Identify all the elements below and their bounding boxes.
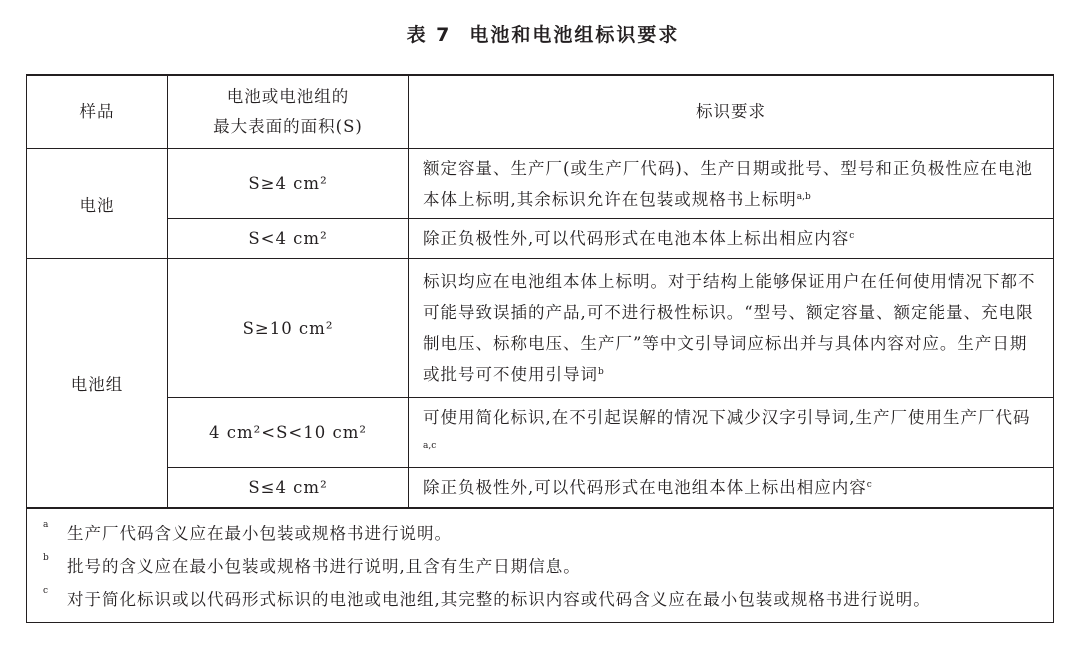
table-row	[27, 468, 1054, 508]
sample-cell-battery-pack: 电池组	[27, 259, 168, 508]
footnote	[43, 517, 1053, 550]
requirement-text: 可使用简化标识,在不引起误解的情况下减少汉字引导词,生产厂使用生产厂代码	[423, 407, 1031, 427]
area-cell: S≥10 cm²	[168, 259, 409, 398]
area-cell: S<4 cm²	[168, 219, 409, 259]
area-cell: S≥4 cm²	[168, 149, 409, 219]
header-requirements: 标识要求	[409, 75, 1054, 149]
footnote-text: 对于简化标识或以代码形式标识的电池或电池组,其完整的标识内容或代码含义应在最小包装或规格书进行说明。	[67, 589, 931, 609]
table-row	[27, 259, 1054, 398]
requirement-text: 除正负极性外,可以代码形式在电池本体上标出相应内容	[423, 229, 850, 248]
area-cell: 4 cm²<S<10 cm²	[168, 398, 409, 468]
requirement-cell	[409, 468, 1054, 508]
area-cell: S≤4 cm²	[168, 468, 409, 508]
table-row	[27, 398, 1054, 468]
footnote-ref: c	[849, 231, 855, 241]
table-number: 表 7	[406, 24, 452, 46]
table-row	[27, 149, 1054, 219]
table-caption: 电池和电池组标识要求	[469, 24, 680, 46]
table-title	[0, 20, 1080, 50]
footnote-text: 批号的含义应在最小包装或规格书进行说明,且含有生产日期信息。	[67, 556, 581, 576]
requirement-cell	[409, 398, 1054, 468]
footnote-ref: c	[866, 479, 872, 490]
footnote-text: 生产厂代码含义应在最小包装或规格书进行说明。	[67, 523, 452, 543]
requirement-text: 额定容量、生产厂(或生产厂代码)、生产日期或批号、型号和正负极性应在电池本体上标明,其余标识允许在包装或规格书上标明	[423, 158, 1033, 209]
footnote-mark: a	[43, 519, 50, 530]
header-row	[27, 75, 1054, 149]
footnote-ref: a,b	[796, 191, 811, 202]
notes-row	[27, 508, 1054, 623]
requirement-cell	[409, 259, 1054, 398]
header-area-line1: 电池或电池组的	[226, 87, 350, 106]
requirement-text: 除正负极性外,可以代码形式在电池组本体上标出相应内容	[423, 477, 867, 497]
footnote	[43, 583, 1053, 616]
footnote-ref: a,c	[423, 440, 437, 451]
sample-cell-battery: 电池	[27, 149, 168, 259]
footnote	[43, 550, 1053, 583]
requirement-text: 标识均应在电池组本体上标明。对于结构上能够保证用户在任何使用情况下都不可能导致误插的产品,可不进行极性标识。“型号、额定容量、额定能量、充电限制电压、标称电压、生产厂”等中文引导词应标出并与具体内容对应。生产日期或批号可不使用引导词	[423, 272, 1036, 384]
marking-requirements-table	[26, 74, 1054, 623]
requirement-cell	[409, 219, 1054, 259]
header-area-line2: 最大表面的面积(S)	[213, 117, 363, 136]
footnotes	[27, 508, 1054, 623]
footnote-mark: c	[43, 585, 50, 596]
table-row	[27, 219, 1054, 259]
header-area	[168, 75, 409, 149]
header-sample: 样品	[27, 75, 168, 149]
footnote-mark: b	[43, 552, 50, 563]
requirement-cell	[409, 149, 1054, 219]
footnote-ref: b	[598, 367, 604, 377]
